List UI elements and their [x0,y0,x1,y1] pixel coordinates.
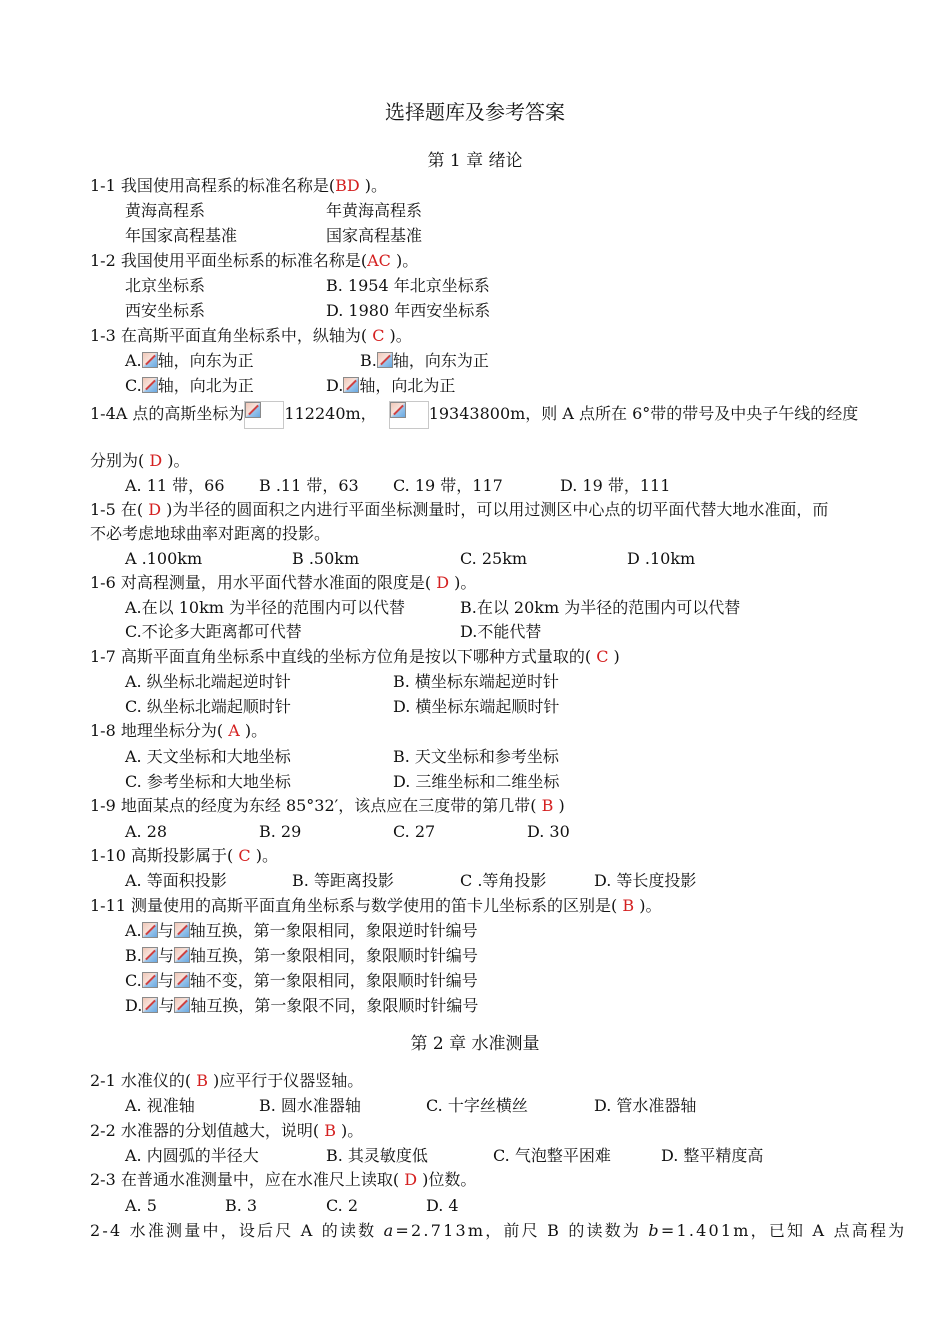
option: B .11 带，63 [259,476,359,495]
answer: D [399,1170,423,1189]
option: B. 轴，向东为正 [360,351,489,370]
question-1-7: 1-7 高斯平面直角坐标系中直线的坐标方位角是按以下哪种方式量取的( C ) [90,647,620,666]
question-1-11: 1-11 测量使用的高斯平面直角坐标系与数学使用的笛卡儿坐标系的区别是( B )。 [90,896,662,915]
option: D. 整平精度高 [661,1146,764,1165]
question-1-10: 1-10 高斯投影属于( C )。 [90,846,278,865]
option: C. 参考坐标和大地坐标 [125,772,291,791]
option: 年黄海高程系 [326,201,423,220]
option: A. 等面积投影 [125,871,227,890]
option: B. 3 [225,1196,258,1215]
option: D. 等长度投影 [594,871,697,890]
answer: D [144,451,168,470]
option: B.在以 20km 为半径的范围内可以代替 [460,598,741,617]
image-frame [244,401,284,429]
option: A. 天文坐标和大地坐标 [125,747,291,766]
option: B. 天文坐标和参考坐标 [393,747,559,766]
option: 年国家高程基准 [125,226,238,245]
question-1-6: 1-6 对高程测量，用水平面代替水准面的限度是( D )。 [90,573,477,592]
answer: B [191,1071,214,1090]
answer: AC [367,251,391,270]
question-2-2: 2-2 水准器的分划值越大，说明( B )。 [90,1121,364,1140]
option: A. 视准轴 [125,1096,195,1115]
broken-image-icon [377,352,393,368]
option: C .等角投影 [460,871,547,890]
broken-image-icon [142,352,158,368]
question-1-1: 1-1 我国使用高程系的标准名称是(BD )。 [90,176,388,195]
broken-image-icon [142,377,158,393]
option: 西安坐标系 [125,301,206,320]
question-2-4: 2-4 水准测量中，设后尺 A 的读数 a=2.713m，前尺 B 的读数为 b=1.401m，已知 A 点高程为 [90,1221,907,1240]
option: 国家高程基准 [326,226,423,245]
image-frame [389,401,429,429]
option: B. 圆水准器轴 [259,1096,361,1115]
option: B .50km [292,549,360,568]
question-1-3: 1-3 在高斯平面直角坐标系中，纵轴为( C )。 [90,326,412,345]
option: D. 4 [426,1196,459,1215]
broken-image-icon [174,997,190,1013]
question-1-5-cont: 不必考虑地球曲率对距离的投影。 [90,524,331,543]
question-1-9: 1-9 地面某点的经度为东经 85°32′，该点应在三度带的第几带( B ) [90,796,565,815]
option: A. 纵坐标北端起逆时针 [125,672,291,691]
option: D. 横坐标东端起顺时针 [393,697,560,716]
option: D .10km [627,549,696,568]
option: C. 27 [393,822,436,841]
broken-image-icon [390,402,406,418]
broken-image-icon [142,972,158,988]
broken-image-icon [174,947,190,963]
option: A. 5 [125,1196,157,1215]
option: D. 1980 年西安坐标系 [326,301,491,320]
answer: A [223,721,245,740]
answer: C [233,846,256,865]
option: 北京坐标系 [125,276,206,295]
option: C. 纵坐标北端起顺时针 [125,697,291,716]
answer: C [591,647,614,666]
option: C. 十字丝横丝 [426,1096,528,1115]
option: B. 横坐标东端起逆时针 [393,672,559,691]
option: D.不能代替 [460,622,542,641]
broken-image-icon [174,972,190,988]
option: D. 与 轴互换，第一象限不同，象限顺时针编号 [125,996,479,1015]
option: B. 其灵敏度低 [326,1146,428,1165]
option: D. 19 带，111 [560,476,671,495]
option: D. 三维坐标和二维坐标 [393,772,560,791]
option: C. 25km [460,549,528,568]
chapter-2-title: 第 2 章 水准测量 [410,1034,540,1054]
option: B. 等距离投影 [292,871,394,890]
document-title: 选择题库及参考答案 [385,100,565,124]
broken-image-icon [142,922,158,938]
answer: C [367,326,390,345]
question-1-5: 1-5 在( D )为半径的圆面积之内进行平面坐标测量时，可以用过测区中心点的切平面代替大地水准面，而 [90,500,829,519]
broken-image-icon [343,377,359,393]
option: C. 轴，向北为正 [125,376,254,395]
option: 黄海高程系 [125,201,206,220]
option: C. 19 带，117 [393,476,503,495]
option: A. 11 带，66 [125,476,225,495]
option: B. 29 [259,822,302,841]
question-1-8: 1-8 地理坐标分为( A )。 [90,721,268,740]
chapter-1-title: 第 1 章 绪论 [427,151,523,171]
question-2-3: 2-3 在普通水准测量中，应在水准尺上读取( D )位数。 [90,1170,477,1189]
option: D. 管水准器轴 [594,1096,697,1115]
option: A .100km [125,549,203,568]
option: D. 30 [527,822,570,841]
question-1-4-cont: 分别为( D )。 [90,451,190,470]
option: B. 与 轴互换，第一象限相同，象限顺时针编号 [125,946,478,965]
option: A. 28 [125,822,168,841]
broken-image-icon [142,947,158,963]
answer: B [617,896,640,915]
option: A.在以 10km 为半径的范围内可以代替 [125,598,406,617]
question-2-1: 2-1 水准仪的( B )应平行于仪器竖轴。 [90,1071,364,1090]
option: C. 气泡整平困难 [493,1146,611,1165]
answer: BD [335,176,360,195]
question-1-2: 1-2 我国使用平面坐标系的标准名称是(AC )。 [90,251,419,270]
answer: D [143,500,167,519]
broken-image-icon [142,997,158,1013]
broken-image-icon [245,402,261,418]
option: A. 与 轴互换，第一象限相同，象限逆时针编号 [125,921,478,940]
option: D. 轴，向北为正 [326,376,456,395]
option: C.不论多大距离都可代替 [125,622,302,641]
option: B. 1954 年北京坐标系 [326,276,490,295]
question-1-4: 1-4A 点的高斯坐标为 112240m， 19343800m，则 A 点所在 6°带的带号及中央子午线的经度 [90,401,858,429]
answer: B [536,796,559,815]
option: C. 与 轴不变，第一象限相同，象限顺时针编号 [125,971,478,990]
option: C. 2 [326,1196,359,1215]
option: A. 轴，向东为正 [125,351,254,370]
option: A. 内圆弧的半径大 [125,1146,259,1165]
answer: D [431,573,455,592]
answer: B [319,1121,342,1140]
broken-image-icon [174,922,190,938]
